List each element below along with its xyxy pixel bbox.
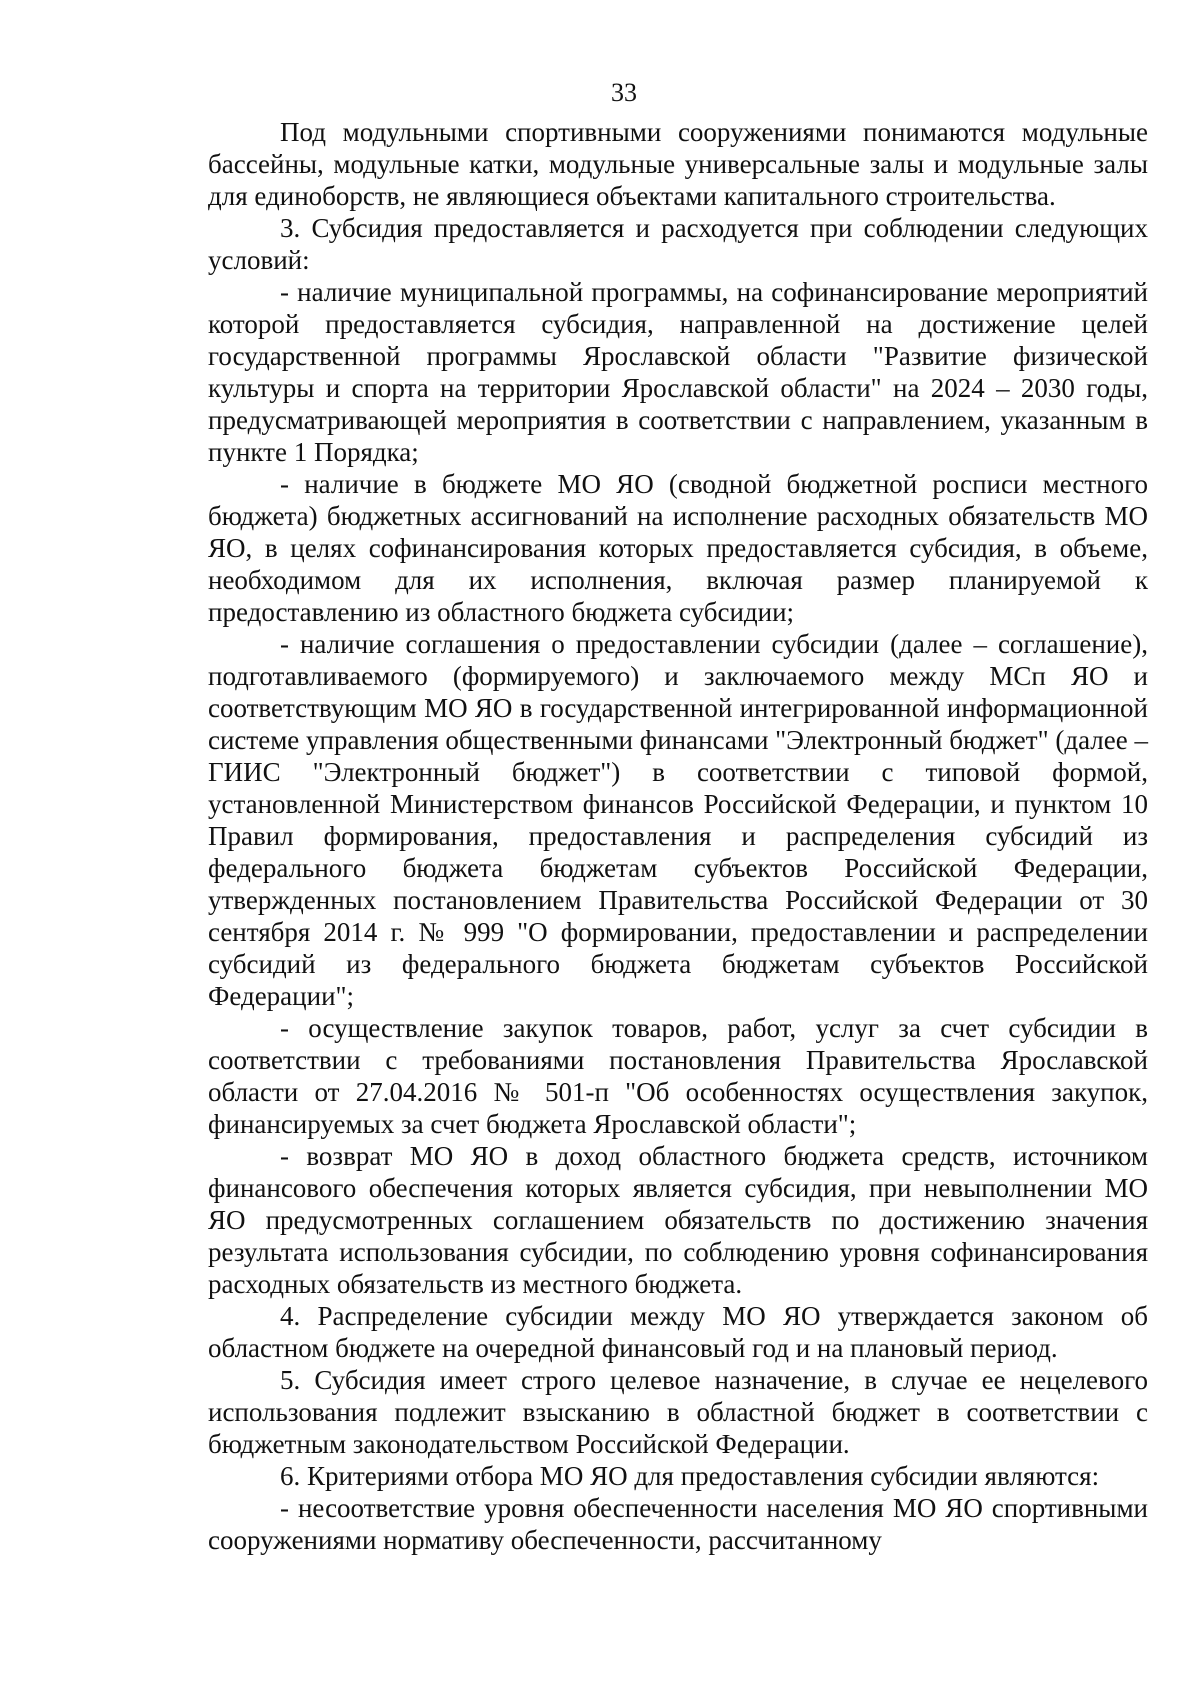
paragraph-item-3-conditions: 3. Субсидия предоставляется и расходуется при соблюдении следующих условий:	[208, 213, 1148, 275]
paragraph-item-6-criteria: 6. Критериями отбора МО ЯО для предоставления субсидии являются:	[280, 1461, 1100, 1491]
paragraph-municipal-program: - наличие муниципальной программы, на софинансирование мероприятий которой предоставляется субсидия, направленной на достижение целей государственной программы Ярославской области "Развитие физической культуры и спорта на территории Ярославской области" на 2024 – 2030 годы, предусматривающей мероприятия в соответствии с направлением, указанным в пункте 1 Порядка;	[208, 277, 1148, 467]
paragraph-refund: - возврат МО ЯО в доход областного бюджета средств, источником финансового обеспечения которых является субсидия, при невыполнении МО ЯО предусмотренных соглашением обязательств по достижению значения результата использования субсидии, по соблюдению уровня софинансирования расходных обязательств из местного бюджета.	[208, 1141, 1148, 1299]
paragraph-subsidy-agreement: - наличие соглашения о предоставлении субсидии (далее – соглашение), подготавливаемого (формируемого) и заключаемого между МСп ЯО и соответствующим МО ЯО в государственной интегрированной информационной системе управления общественными финансами "Электронный бюджет" (далее – ГИИС "Электронный бюджет") в соответствии с типовой формой, установленной Министерством финансов Российской Федерации, и пунктом 10 Правил формирования, предоставления и распределения субсидий из федерального бюджета бюджетам субъектов Российской Федерации, утвержденных постановлением Правительства Российской Федерации от 30 сентября 2014 г. № 999 "О формировании, предоставлении и распределении субсидий из федерального бюджета бюджетам субъектов Российской Федерации";	[208, 629, 1148, 1011]
paragraph-item-4-distribution: 4. Распределение субсидии между МО ЯО утверждается законом об областном бюджете на очередной финансовый год и на плановый период.	[208, 1301, 1148, 1363]
paragraph-item-5-purpose: 5. Субсидия имеет строго целевое назначение, в случае ее нецелевого использования подлежит взысканию в областной бюджет в соответствии с бюджетным законодательством Российской Федерации.	[208, 1365, 1148, 1459]
paragraph-procurement: - осуществление закупок товаров, работ, услуг за счет субсидии в соответствии с требованиями постановления Правительства Ярославской области от 27.04.2016 № 501-п "Об особенностях осуществления закупок, финансируемых за счет бюджета Ярославской области";	[208, 1013, 1148, 1139]
paragraph-budget-allocations: - наличие в бюджете МО ЯО (сводной бюджетной росписи местного бюджета) бюджетных ассигнований на исполнение расходных обязательств МО ЯО, в целях софинансирования которых предоставляется субсидия, в объеме, необходимом для их исполнения, включая размер планируемой к предоставлению из областного бюджета субсидии;	[208, 469, 1148, 627]
document-body	[208, 116, 1148, 1556]
page-number: 33	[611, 78, 637, 107]
paragraph-criterion-provision-level: - несоответствие уровня обеспеченности населения МО ЯО спортивными сооружениями нормативу обеспеченности, рассчитанному	[208, 1493, 1148, 1555]
paragraph-modular-facilities-definition: Под модульными спортивными сооружениями понимаются модульные бассейны, модульные катки, модульные универсальные залы и модульные залы для единоборств, не являющиеся объектами капитального строительства.	[208, 117, 1148, 211]
